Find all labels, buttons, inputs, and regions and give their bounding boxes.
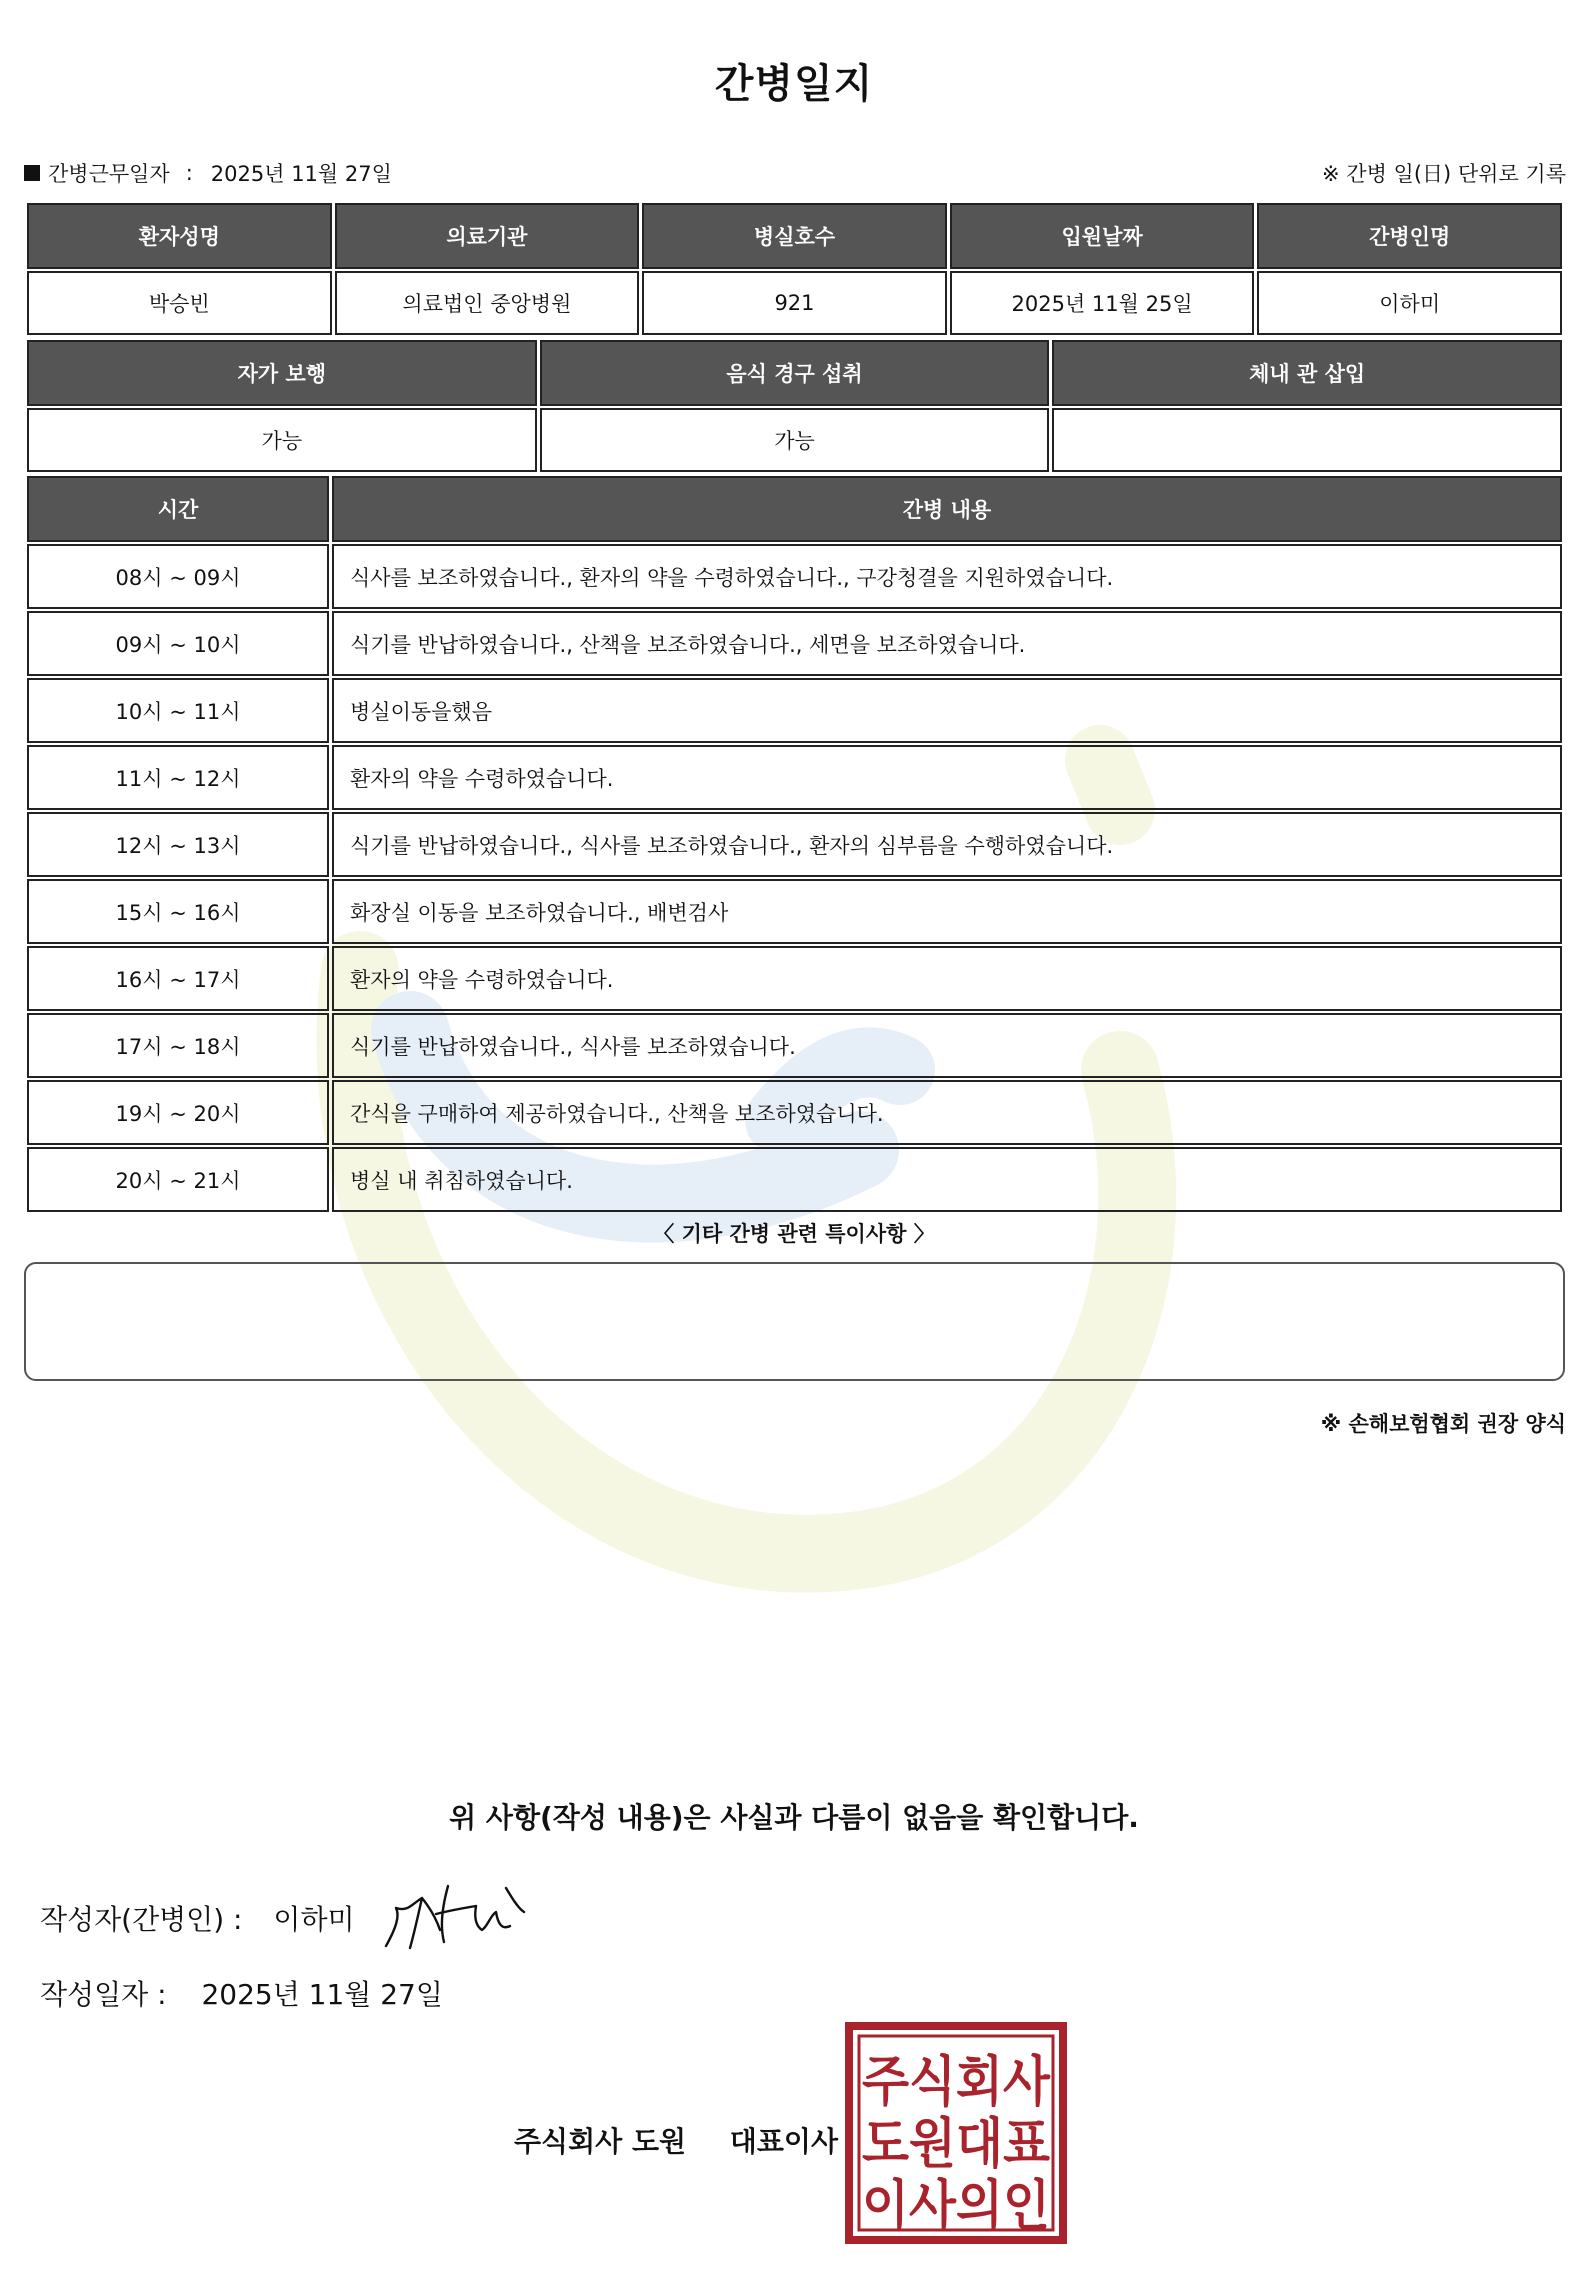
table-row	[27, 745, 1562, 810]
time-cell: 19시 ~ 20시	[27, 1080, 329, 1145]
author-label: 작성자(간병인) :	[40, 1903, 243, 1936]
header-room-number: 병실호수	[642, 203, 947, 269]
table-row	[27, 879, 1562, 944]
confirmation-statement: 위 사항(작성 내용)은 사실과 다름이 없음을 확인합니다.	[449, 1801, 1139, 1834]
room-number: 921	[642, 271, 947, 335]
company-line	[514, 2120, 838, 2160]
header-patient-name: 환자성명	[27, 203, 332, 269]
content-cell: 병실이동을했음	[332, 678, 1562, 743]
time-cell: 20시 ~ 21시	[27, 1147, 329, 1212]
table-row	[27, 1147, 1562, 1212]
patient-info-table	[24, 201, 1565, 337]
page-title: 간병일지	[714, 61, 874, 107]
header-admission-date: 입원날짜	[950, 203, 1255, 269]
time-cell: 15시 ~ 16시	[27, 879, 329, 944]
signature-image	[378, 1868, 528, 1958]
table-row	[27, 544, 1562, 609]
time-cell: 17시 ~ 18시	[27, 1013, 329, 1078]
content-cell: 식기를 반납하였습니다., 산책을 보조하였습니다., 세면을 보조하였습니다.	[332, 611, 1562, 676]
content-cell: 식기를 반납하였습니다., 식사를 보조하였습니다.	[332, 1013, 1562, 1078]
work-date-line	[24, 158, 392, 188]
company-name: 주식회사 도원	[514, 2125, 687, 2158]
content-cell: 화장실 이동을 보조하였습니다., 배변검사	[332, 879, 1562, 944]
time-cell: 08시 ~ 09시	[27, 544, 329, 609]
header-self-walking: 자가 보행	[27, 340, 537, 406]
seal-line: 주식회사	[862, 2050, 1051, 2113]
seal-line: 이사의인	[862, 2174, 1050, 2237]
author-line	[40, 1898, 355, 1938]
medical-institution: 의료법인 중앙병원	[335, 271, 640, 335]
notes-title: 〈 기타 간병 관련 특이사항 〉	[653, 1222, 935, 1246]
content-cell: 간식을 구매하여 제공하였습니다., 산책을 보조하였습니다.	[332, 1080, 1562, 1145]
time-cell: 10시 ~ 11시	[27, 678, 329, 743]
table-row	[27, 946, 1562, 1011]
caregiver-name: 이하미	[1257, 271, 1562, 335]
time-cell: 12시 ~ 13시	[27, 812, 329, 877]
patient-status-table	[24, 338, 1565, 474]
seal-line: 도원대표	[862, 2112, 1050, 2175]
header-care-content: 간병 내용	[332, 476, 1562, 542]
oral-intake-value: 가능	[540, 408, 1050, 472]
content-cell: 식사를 보조하였습니다., 환자의 약을 수령하였습니다., 구강청결을 지원하였습니다.	[332, 544, 1562, 609]
self-walking-value: 가능	[27, 408, 537, 472]
table-row	[27, 678, 1562, 743]
work-date-label: 간병근무일자	[48, 162, 170, 186]
table-row	[27, 611, 1562, 676]
content-cell: 환자의 약을 수령하였습니다.	[332, 946, 1562, 1011]
square-bullet-icon	[24, 165, 40, 181]
form-note: ※ 손해보험협회 권장 양식	[1320, 1412, 1566, 1436]
admission-date: 2025년 11월 25일	[950, 271, 1255, 335]
record-note: ※ 간병 일(日) 단위로 기록	[1322, 162, 1566, 186]
content-cell: 환자의 약을 수령하였습니다.	[332, 745, 1562, 810]
company-seal-stamp	[845, 2022, 1067, 2244]
header-oral-intake: 음식 경구 섭취	[540, 340, 1050, 406]
header-caregiver-name: 간병인명	[1257, 203, 1562, 269]
header-time: 시간	[27, 476, 329, 542]
table-row	[27, 1080, 1562, 1145]
written-date-line	[40, 1973, 443, 2013]
time-cell: 09시 ~ 10시	[27, 611, 329, 676]
header-medical-institution: 의료기관	[335, 203, 640, 269]
patient-name: 박승빈	[27, 271, 332, 335]
work-date-value: 2025년 11월 27일	[210, 162, 392, 186]
work-date-separator: :	[185, 161, 193, 185]
time-cell: 16시 ~ 17시	[27, 946, 329, 1011]
content-cell: 병실 내 취침하였습니다.	[332, 1147, 1562, 1212]
content-cell: 식기를 반납하였습니다., 식사를 보조하였습니다., 환자의 심부름을 수행하였습니다.	[332, 812, 1562, 877]
written-date-label: 작성일자 :	[40, 1978, 167, 2011]
written-date-value: 2025년 11월 27일	[201, 1978, 443, 2011]
header-tube-insertion: 체내 관 삽입	[1052, 340, 1562, 406]
table-row	[27, 812, 1562, 877]
care-log-table	[24, 474, 1565, 1214]
notes-box	[24, 1262, 1565, 1381]
table-row	[27, 1013, 1562, 1078]
company-role: 대표이사	[729, 2125, 838, 2158]
time-cell: 11시 ~ 12시	[27, 745, 329, 810]
author-name: 이하미	[273, 1903, 355, 1936]
tube-insertion-value	[1052, 408, 1562, 472]
